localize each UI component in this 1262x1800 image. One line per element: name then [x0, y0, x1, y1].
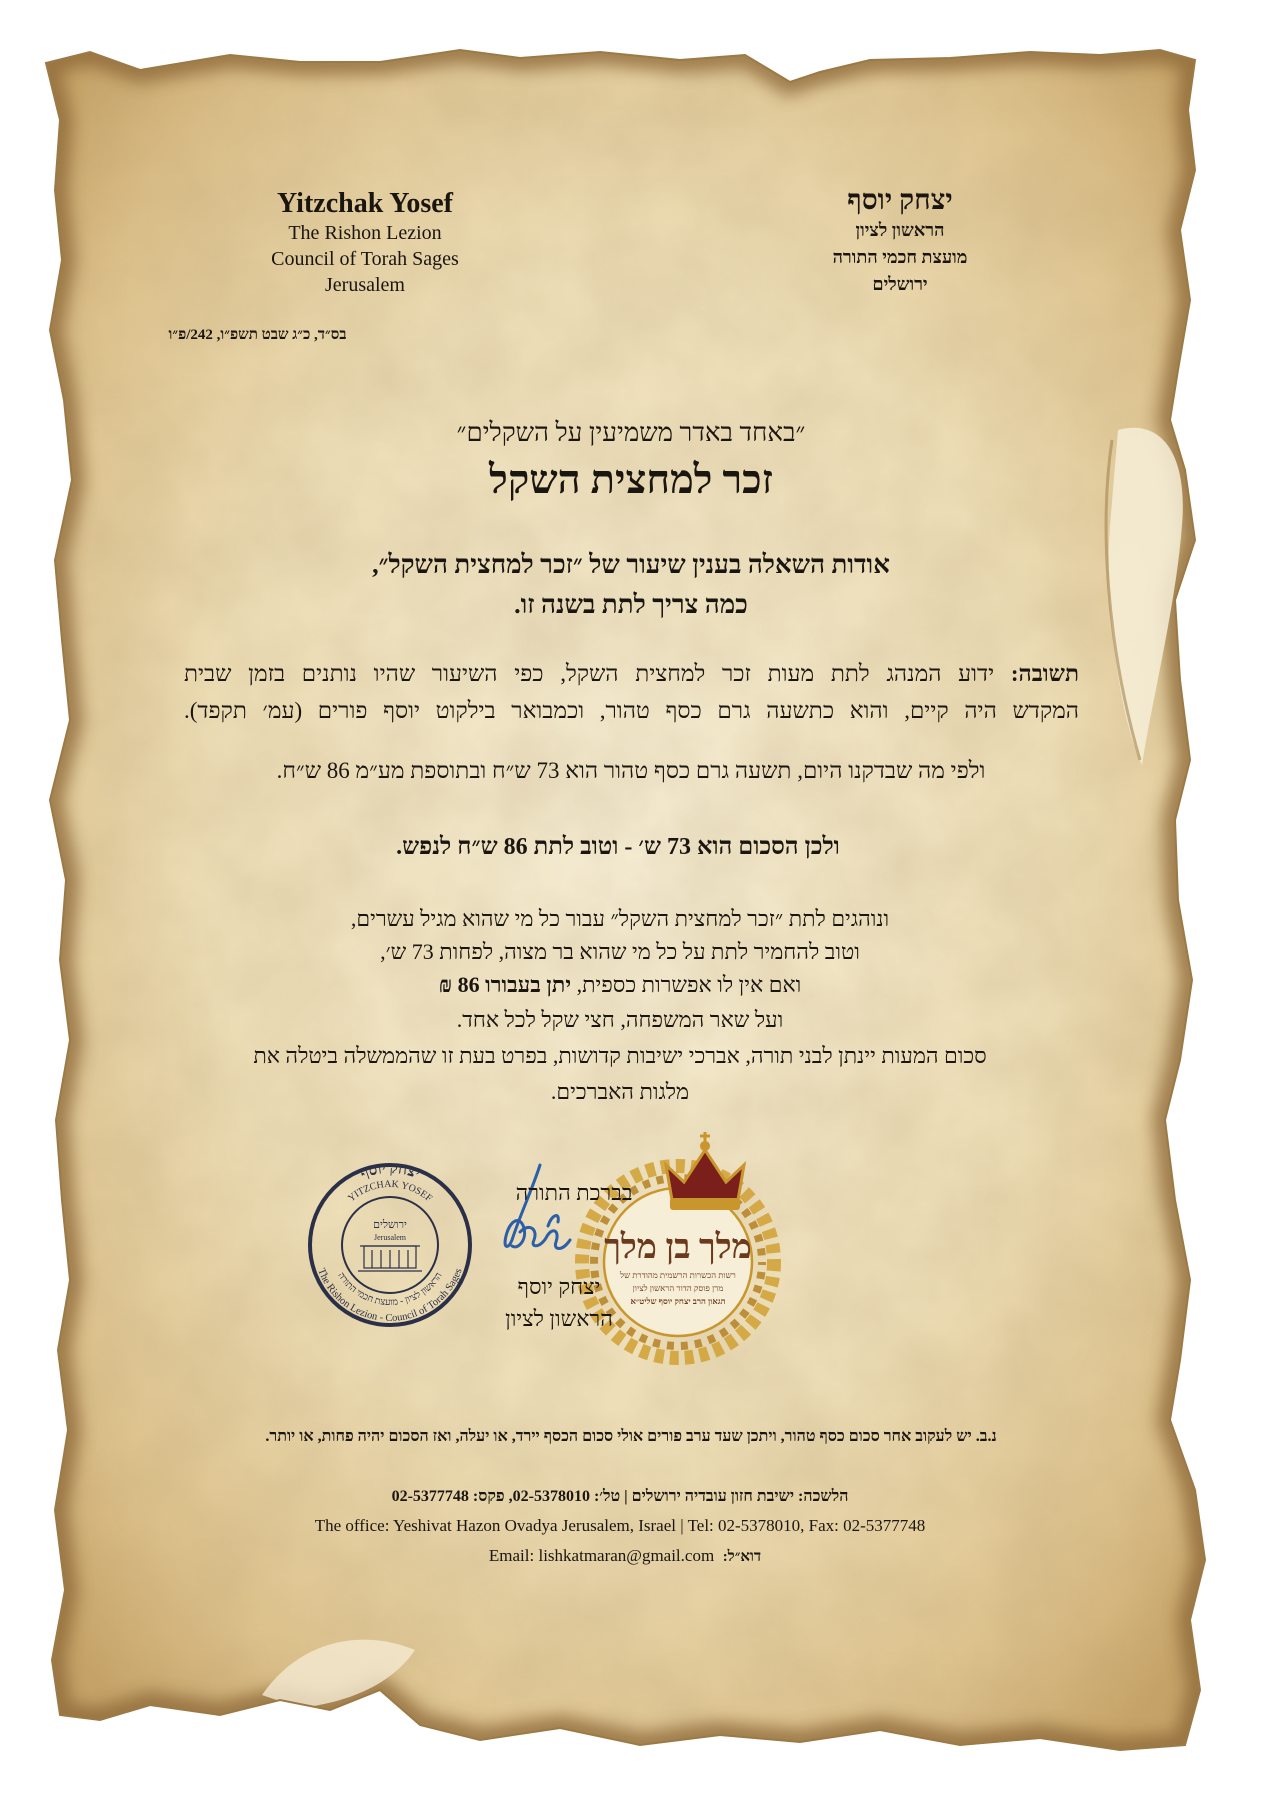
office-english-line: The office: Yeshivat Hazon Ovadya Jerusalem, Israel | Tel: 02-5378010, Fax: 02-5377748	[314, 1516, 926, 1535]
custom-line-3	[160, 967, 1080, 1002]
seal-line-1: רשות הכשרות הרשמית מהודרת של	[620, 1270, 736, 1280]
stamp-center-hebrew: ירושלים	[373, 1219, 407, 1231]
stamp-bottom-hebrew-text: הראשון לציון - מועצת חכמי התורה	[335, 1271, 445, 1309]
signature-blessing: בברכת התורה	[515, 1180, 633, 1205]
stamp-top-hebrew-text: יצחק יוסף	[358, 1160, 422, 1183]
question-line-2: כמה צריך לתת בשנה זו.	[514, 590, 748, 619]
email-label-hebrew: דוא״ל:	[722, 1549, 762, 1565]
conclusion-line: ולכן הסכום הוא 73 ש׳ - וטוב לתת 86 ש״ח לנפש.	[396, 834, 840, 860]
custom-line-2: וטוב להחמיר לתת על כל מי שהוא בר מצוה, לפחות 73 ש׳,	[380, 939, 860, 964]
letterhead-hebrew	[765, 185, 1035, 298]
letterhead-hebrew-council: מועצת חכמי התורה	[832, 247, 968, 267]
letterhead-english-city: Jerusalem	[325, 274, 405, 296]
letterhead-english-council: Council of Torah Sages	[271, 248, 459, 270]
letterhead-english	[230, 188, 500, 298]
custom-line-1: ונוהגים לתת ״זכר למחצית השקל״ עבור כל מי שהוא מגיל עשרים,	[350, 906, 890, 931]
stamp-bottom-english-text: The Rishon Lezion - Council of Torah Sages	[315, 1266, 465, 1325]
answer-line-2: המקדש היה קיים, והוא כתשעה גרם כסף טהור, וכמבואר בילקוט יוסף פורים (עמ׳ תקפד).	[184, 698, 1079, 723]
signature-title: הראשון לציון	[505, 1306, 613, 1331]
stamp-top-english-text: YITZCHAK YOSEF	[346, 1178, 434, 1205]
custom-line-3-bold: יתן בעבורו 86 ₪	[438, 972, 572, 997]
letterhead-hebrew-title: הראשון לציון	[855, 220, 945, 240]
email-label: Email:	[488, 1546, 535, 1565]
answer-line-1	[184, 655, 1079, 692]
stamp-center-english: Jerusalem	[374, 1233, 406, 1242]
footnote: נ.ב. יש לעקוב אחר סכום כסף טהור, ויתכן שעד ערב פורים אולי סכום הכסף יירד, או יעלה, ואז הסכום יהיה פחות, או יותר.	[265, 1428, 997, 1445]
heading-quote: ״באחד באדר משמיעין על השקלים״	[456, 418, 806, 447]
custom-line-4: ועל שאר המשפחה, חצי שקל לכל אחד.	[456, 1007, 784, 1032]
seal-line-3: הגאון הרב יצחק יוסף שליט״א	[630, 1296, 726, 1306]
price-line: ולפי מה שבדקנו היום, תשעה גרם כסף טהור הוא 73 ש״ח ובתוספת מע״מ 86 ש״ח.	[276, 758, 986, 783]
letterhead-english-name: Yitzchak Yosef	[276, 188, 453, 219]
reference-date-line: בס״ד, כ״ג שבט תשפ״ו, 242/פ״ו	[168, 327, 347, 343]
letterhead-english-title: The Rishon Lezion	[288, 222, 442, 244]
signature-name: יצחק יוסף	[517, 1274, 601, 1299]
seal-main-text: מלך בן מלך	[604, 1229, 752, 1266]
custom-line-3-text: ואם אין לו אפשרות כספית,	[571, 972, 802, 997]
answer-line-1-text: ידוע המנהג לתת מעות זכר למחצית השקל, כפי השיעור שהיו נותנים בזמן שבית	[184, 661, 1011, 686]
office-email-line	[430, 1544, 820, 1569]
letterhead-hebrew-name: יצחק יוסף	[847, 185, 953, 216]
office-hebrew-line: הלשכה: ישיבת חזון עובדיה ירושלים | טל׳: 02-5378010, פקס: 02-5377748	[391, 1488, 849, 1505]
answer-label: תשובה:	[1010, 661, 1079, 686]
custom-line-5: סכום המעות יינתן לבני תורה, אברכי ישיבות קדושות, בפרט בעת זו שהממשלה ביטלה את	[253, 1043, 987, 1068]
custom-line-6: מלגות האברכים.	[550, 1079, 690, 1104]
email-address[interactable]: lishkatmaran@gmail.com	[538, 1546, 715, 1565]
page-title: זכר למחצית השקל	[489, 457, 773, 502]
seal-line-2: מרן פוסק הדור הראשון לציון	[632, 1283, 724, 1293]
letterhead-hebrew-city: ירושלים	[872, 274, 928, 294]
question-line-1: אודות השאלה בענין שיעור של ״זכר למחצית השקל״,	[372, 550, 890, 579]
